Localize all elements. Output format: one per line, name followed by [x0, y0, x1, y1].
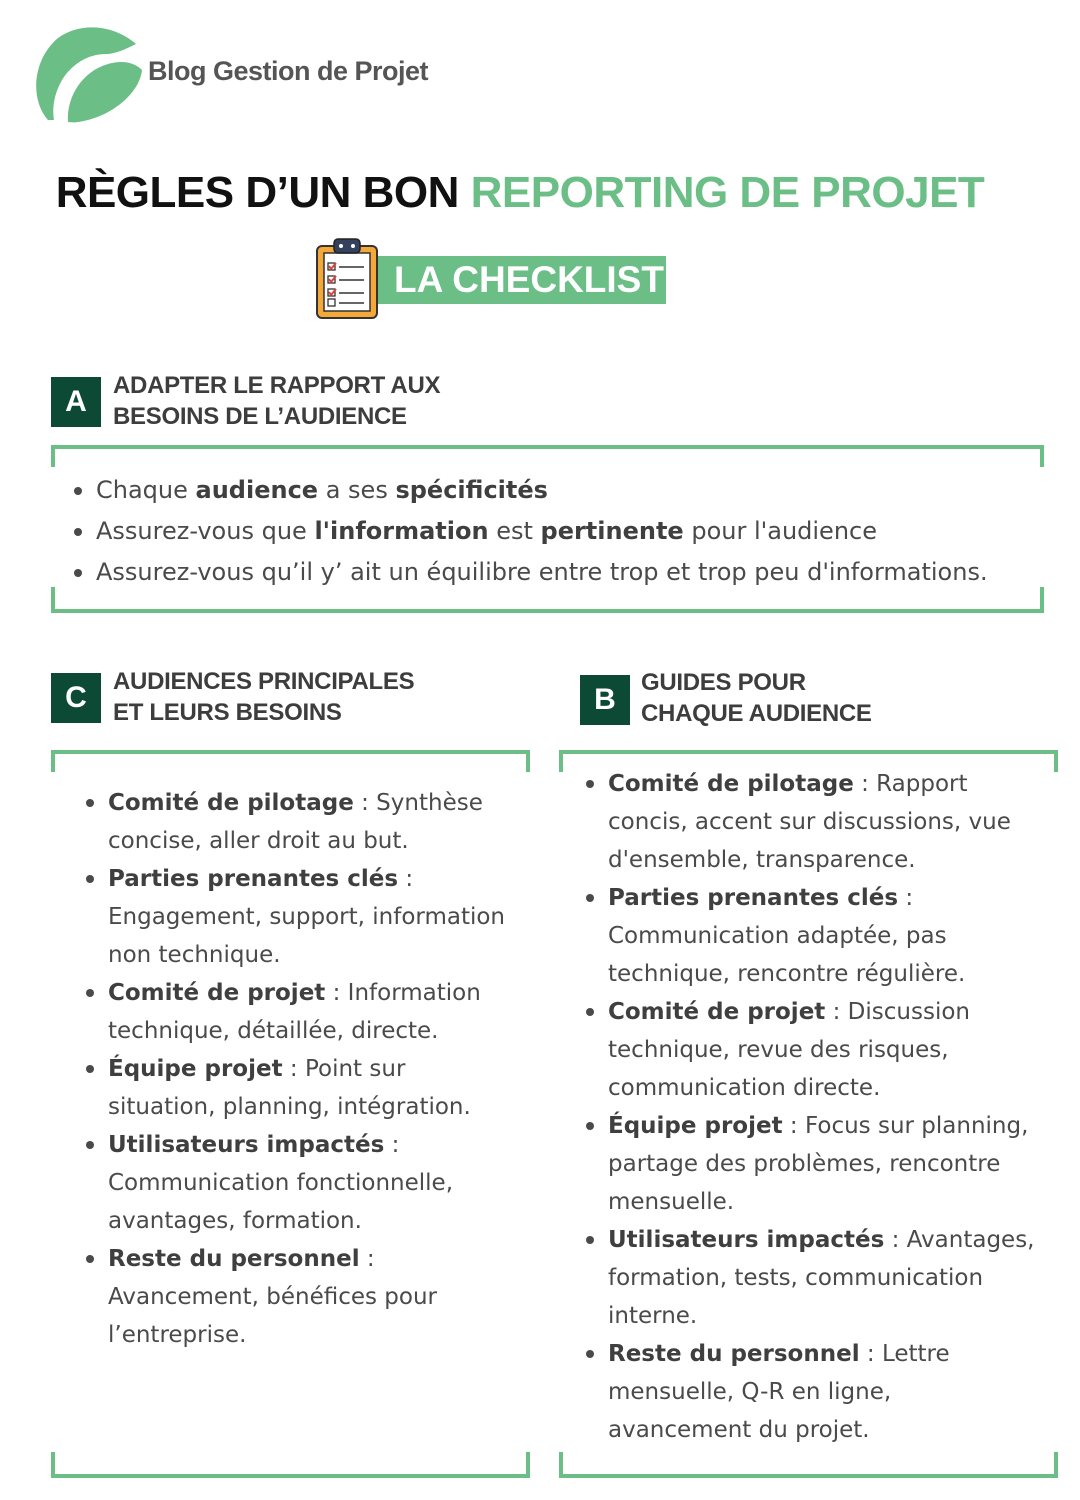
- list-item: Comité de pilotage : Synthèse concise, aller droit au but.: [80, 784, 520, 860]
- list-item: Équipe projet : Focus sur planning, partage des problèmes, rencontre mensuelle.: [580, 1107, 1040, 1221]
- brand-name: Blog Gestion de Projet: [148, 56, 429, 86]
- list-item: Comité de pilotage : Rapport concis, accent sur discussions, vue d'ensemble, transparence.: [580, 765, 1040, 879]
- list-item: Assurez-vous qu’il y’ ait un équilibre entre trop et trop peu d'informations.: [68, 552, 1048, 593]
- section-c-bracket-top: [51, 750, 530, 772]
- section-b-badge: B: [580, 675, 630, 725]
- section-a-list: [68, 470, 1048, 593]
- list-item: Utilisateurs impactés : Avantages, formation, tests, communication interne.: [580, 1221, 1040, 1335]
- section-a-badge: A: [51, 377, 101, 427]
- section-c-title: [113, 666, 414, 728]
- section-b-title-line1: GUIDES POUR: [641, 669, 806, 696]
- list-item: Parties prenantes clés : Communication adaptée, pas technique, rencontre régulière.: [580, 879, 1040, 993]
- list-item: Comité de projet : Information technique, détaillée, directe.: [80, 974, 520, 1050]
- section-a-title: [113, 370, 440, 432]
- list-item: Chaque audience a ses spécificités: [68, 470, 1048, 511]
- checklist-label: LA CHECKLIST: [378, 256, 666, 304]
- title-part2: REPORTING DE PROJET: [470, 168, 985, 217]
- title-part1: RÈGLES D’UN BON: [55, 168, 459, 217]
- list-item: Comité de projet : Discussion technique, revue des risques, communication directe.: [580, 993, 1040, 1107]
- section-a-title-line1: ADAPTER LE RAPPORT AUX: [113, 372, 441, 399]
- section-c-title-line2: ET LEURS BESOINS: [113, 699, 342, 726]
- section-c-bracket-bottom: [51, 1452, 530, 1478]
- list-item: Parties prenantes clés : Engagement, support, information non technique.: [80, 860, 520, 974]
- section-a-bracket-bottom: [51, 587, 1044, 613]
- section-c-list: [80, 784, 520, 1354]
- section-b-title: [641, 667, 872, 729]
- section-c-badge: C: [51, 673, 101, 723]
- section-a-bracket-top: [51, 445, 1044, 467]
- list-item: Équipe projet : Point sur situation, planning, intégration.: [80, 1050, 520, 1126]
- section-b-list: [580, 765, 1040, 1449]
- brand-logo-icon: [28, 20, 143, 126]
- section-a-title-line2: BESOINS DE L’AUDIENCE: [113, 403, 407, 430]
- section-b-bracket-bottom: [559, 1452, 1058, 1478]
- list-item: Utilisateurs impactés : Communication fonctionnelle, avantages, formation.: [80, 1126, 520, 1240]
- list-item: Reste du personnel : Avancement, bénéfices pour l’entreprise.: [80, 1240, 520, 1354]
- clipboard-checklist-icon: [314, 236, 382, 322]
- list-item: Reste du personnel : Lettre mensuelle, Q-R en ligne, avancement du projet.: [580, 1335, 1040, 1449]
- page-title: [0, 168, 1040, 218]
- section-b-title-line2: CHAQUE AUDIENCE: [641, 700, 872, 727]
- section-c-title-line1: AUDIENCES PRINCIPALES: [113, 668, 415, 695]
- list-item: Assurez-vous que l'information est pertinente pour l'audience: [68, 511, 1048, 552]
